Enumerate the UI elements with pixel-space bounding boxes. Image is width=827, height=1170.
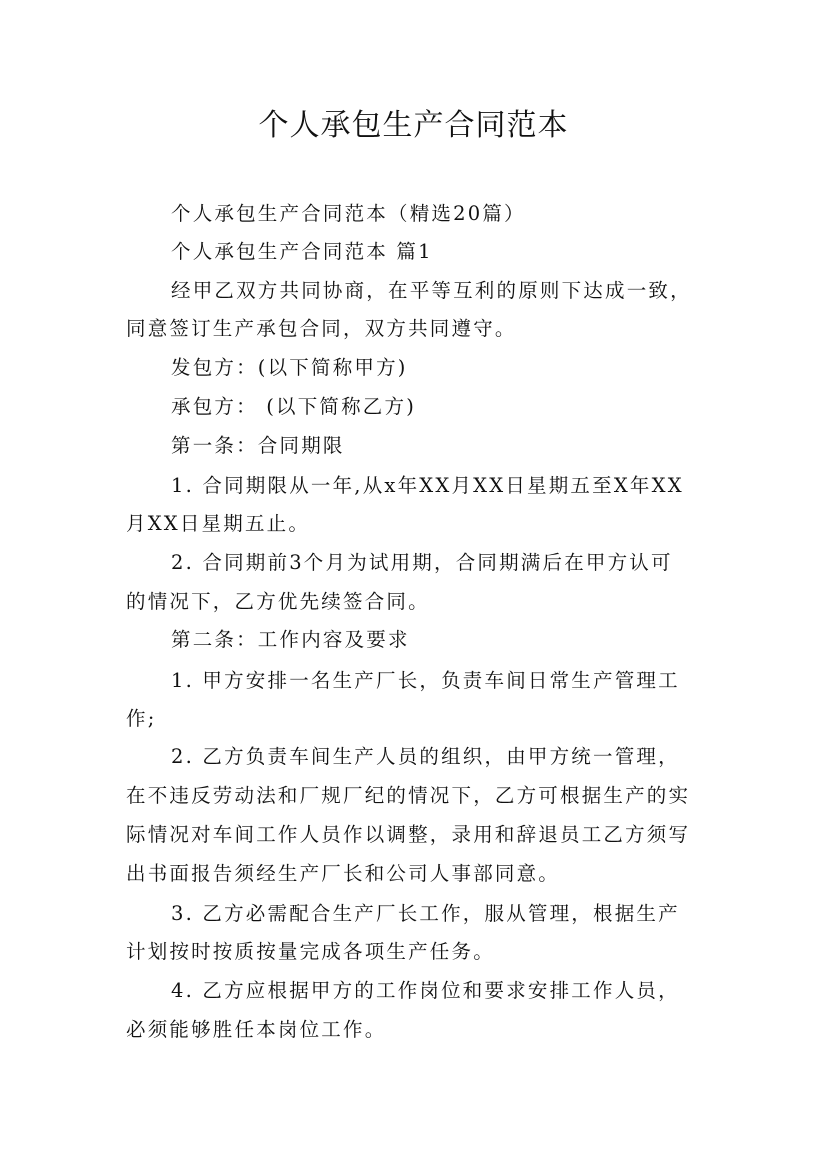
paragraph-line: 同意签订生产承包合同，双方共同遵守。 [126,317,517,340]
paragraph-line: 经甲乙双方共同协商，在平等互利的原则下达成一致， [171,279,692,302]
paragraph-line: 1. 合同期限从一年,从x年XX月XX日星期五至X年XX [171,474,684,497]
document-title: 个人承包生产合同范本 [258,108,569,143]
paragraph-line: 2. 乙方负责车间生产人员的组织，由甲方统一管理， [171,745,680,768]
paragraph-line: 必须能够胜任本岗位工作。 [126,1018,387,1041]
paragraph-line: 第二条：工作内容及要求 [171,628,410,651]
paragraph-line: 际情况对车间工作人员作以调整，录用和辞退员工乙方须写 [126,823,691,846]
paragraph-line: 在不违反劳动法和厂规厂纪的情况下，乙方可根据生产的实 [126,784,691,807]
paragraph-line: 计划按时按质按量完成各项生产任务。 [126,940,495,963]
paragraph-line: 月XX日星期五止。 [126,512,311,535]
paragraph-line: 1. 甲方安排一名生产厂长，负责车间日常生产管理工 [171,669,680,692]
paragraph-line: 3. 乙方必需配合生产厂长工作，服从管理，根据生产 [171,902,680,925]
paragraph-line: 作; [126,707,157,730]
paragraph-line: 2. 合同期前3个月为试用期，合同期满后在甲方认可 [171,551,673,574]
paragraph-line: 的情况下，乙方优先续签合同。 [126,590,430,613]
paragraph-line: 个人承包生产合同范本（精选20篇） [171,202,526,225]
paragraph-line: 发包方：(以下简称甲方) [171,356,408,379]
paragraph-line: 出书面报告须经生产厂长和公司人事部同意。 [126,862,561,885]
paragraph-line: 4. 乙方应根据甲方的工作岗位和要求安排工作人员， [171,979,680,1002]
paragraph-line: 第一条：合同期限 [171,434,345,457]
paragraph-line: 个人承包生产合同范本 篇1 [171,240,433,263]
paragraph-line: 承包方： (以下简称乙方) [171,395,417,418]
